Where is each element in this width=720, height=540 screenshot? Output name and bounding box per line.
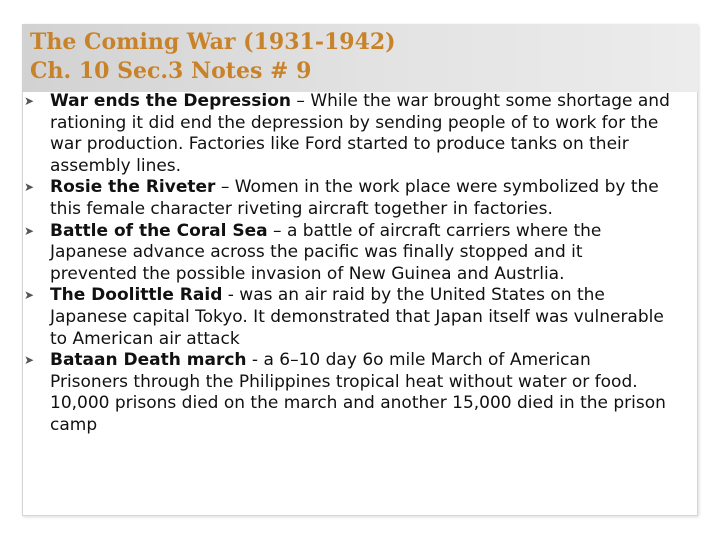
- bullet-text: [50, 91, 672, 177]
- bullet-item: [24, 285, 672, 350]
- arrow-right-bullet-icon: ➤: [24, 94, 35, 108]
- bullet-description: – Women in the work place were symbolized by the this female character riveting aircraft together in factories.: [50, 177, 659, 219]
- bullet-description: – a battle of aircraft carriers where the Japanese advance across the pacific was finally stopped and it prevented the possible invasion of New Guinea and Austrlia.: [50, 220, 602, 284]
- arrow-right-bullet-icon: ➤: [24, 223, 35, 238]
- bullet-term: War ends the Depression: [50, 91, 292, 111]
- slide-title-line-1: The Coming War (1931-1942): [30, 29, 396, 55]
- bullet-term: Battle of the Coral Sea: [50, 220, 268, 241]
- bullet-text: [50, 285, 672, 350]
- bullet-term: Bataan Death march: [50, 350, 247, 371]
- arrow-right-bullet-icon: ➤: [24, 288, 35, 303]
- bullet-text: [50, 221, 672, 286]
- bullet-item: [24, 177, 672, 220]
- bullet-text: [50, 177, 672, 220]
- bullet-item: [24, 221, 672, 286]
- slide-title-line-2: Ch. 10 Sec.3 Notes # 9: [30, 58, 312, 84]
- bullet-description: - was an air raid by the United States on the Japanese capital Tokyo. It demonstrated that Japan itself was vulnerable to American air attack: [50, 285, 664, 349]
- arrow-right-bullet-icon: ➤: [24, 353, 35, 368]
- bullet-text: [50, 350, 672, 436]
- slide-title: [30, 28, 396, 86]
- arrow-right-bullet-icon: ➤: [24, 180, 35, 195]
- bullet-description: – While the war brought some shortage and rationing it did end the depression by sending people of to work for the war production. Factories like Ford started to produce tanks on their assembly lines.: [50, 91, 670, 176]
- bullet-term: The Doolittle Raid: [50, 285, 223, 306]
- bullet-item: [24, 91, 672, 177]
- bullet-item: [24, 350, 672, 436]
- bullet-term: Rosie the Riveter: [50, 177, 216, 198]
- bullet-list: [24, 91, 672, 437]
- bullet-description: - a 6–10 day 6o mile March of American Prisoners through the Philippines tropical heat without water or food. 10,000 prisons died on the march and another 15,000 died in the prison camp: [50, 350, 666, 435]
